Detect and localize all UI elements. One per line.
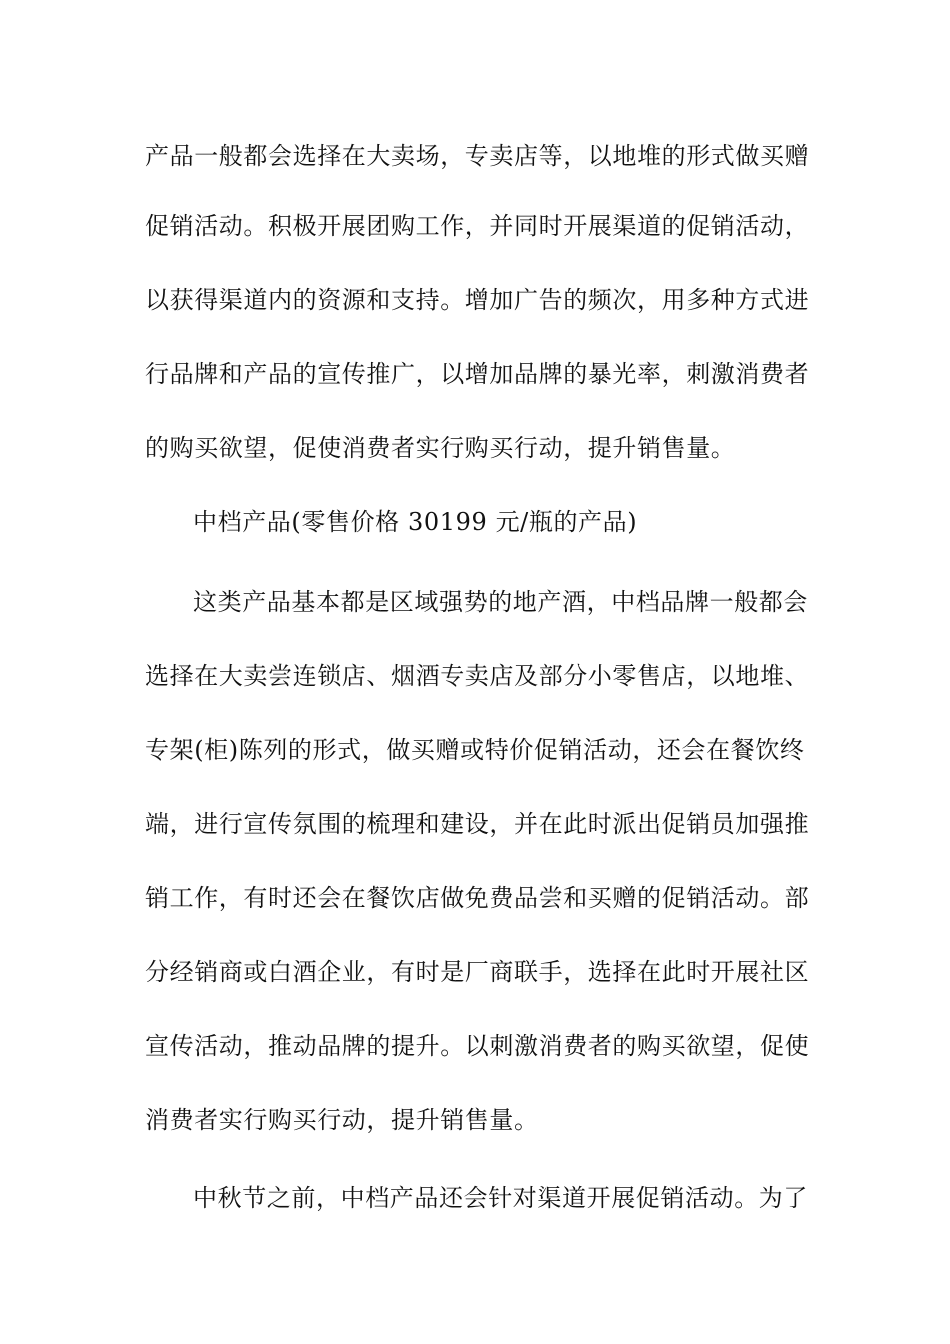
paragraph-line: 销工作，有时还会在餐饮店做免费品尝和买赠的促销活动。部 (145, 884, 810, 912)
paragraph-line: 的购买欲望，促使消费者实行购买行动，提升销售量。 (145, 434, 736, 462)
paragraph-line: 行品牌和产品的宣传推广，以增加品牌的暴光率，刺激消费者 (145, 360, 810, 388)
paragraph-line: 消费者实行购买行动，提升销售量。 (145, 1106, 539, 1134)
paragraph-line: 中秋节之前，中档产品还会针对渠道开展促销活动。为了 (193, 1184, 808, 1212)
paragraph-line: 选择在大卖尝连锁店、烟酒专卖店及部分小零售店，以地堆、 (145, 662, 810, 690)
paragraph-line: 促销活动。积极开展团购工作，并同时开展渠道的促销活动， (145, 212, 810, 240)
paragraph-line: 以获得渠道内的资源和支持。增加广告的频次，用多种方式进 (145, 286, 810, 314)
paragraph-line: 分经销商或白酒企业，有时是厂商联手，选择在此时开展社区 (145, 958, 810, 986)
paragraph-line: 这类产品基本都是区域强势的地产酒，中档品牌一般都会 (193, 588, 808, 616)
section-heading: 中档产品(零售价格 30199 元/瓶的产品) (193, 508, 638, 536)
paragraph-line: 专架(柜)陈列的形式，做买赠或特价促销活动，还会在餐饮终 (145, 736, 805, 764)
paragraph-line: 宣传活动，推动品牌的提升。以刺激消费者的购买欲望，促使 (145, 1032, 810, 1060)
paragraph-line: 产品一般都会选择在大卖场，专卖店等，以地堆的形式做买赠 (145, 142, 810, 170)
paragraph-line: 端，进行宣传氛围的梳理和建设，并在此时派出促销员加强推 (145, 810, 810, 838)
